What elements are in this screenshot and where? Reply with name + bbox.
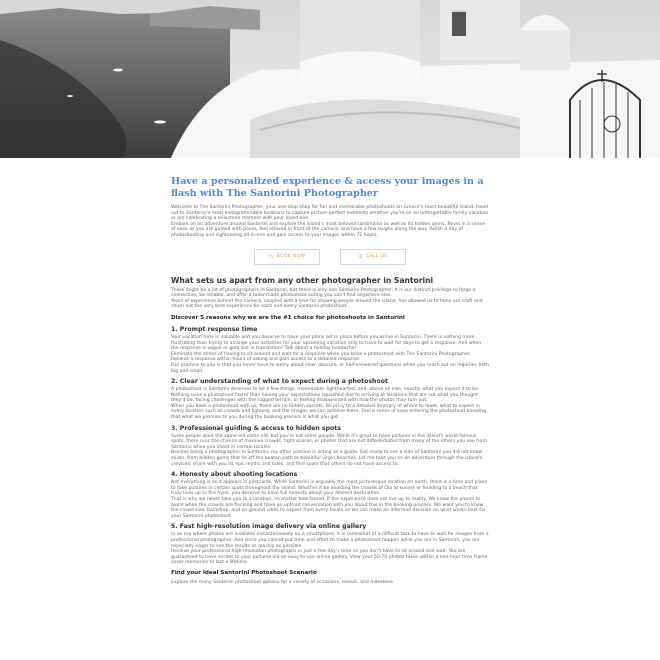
reason-1-paragraph-2: Eliminate the stress of having to sit around and wait for a response when you book a photoshoot with The Santorini Photographer. Receive a response within hours of asking and gain access to a detailed response.	[171, 351, 471, 363]
reason-4-paragraph-1: Not everything is as it appears in postcards. While Santorini is arguably the most picturesque location on earth, there is a time and place to take pictures in certain spots throughout the island. Whether it be avoiding the crowds of Oia at sunset or heading to a beach that truly lives up to the hype, you deserve to have full honesty about your desired destination.	[171, 480, 488, 497]
reason-3-paragraph-2: Besides being a photographer in Santorini, my other passion is acting as a guide. Get ready to see a side of Santorini you did not know exists, from hidden gems that lie off the beaten path to beautiful virgin beaches. Let me take you on an adventure through the island's crevices; share with you its epic myths and tales, and find spots that others do not have access to.	[171, 450, 483, 467]
reason-1-paragraph-3: Our promise to you is that you never have to worry about slow, obscure, or half-answered questions when you reach out on inquiries both big and small.	[171, 362, 489, 374]
reason-1-title: 1. Prompt response time	[171, 325, 258, 333]
cta-row	[171, 249, 489, 265]
what-sets-paragraph-2: Years of experience behind the camera, coupled with a love for showing people around the island, has allowed us to hone our craft and churn out the very best experience for each and every Santorini photoshoot.	[171, 298, 483, 310]
reason-2-paragraph-1: A photoshoot in Santorini deserves to be a few things: memorable, lighthearted, and, above all else, exactly what you expect it to be. Nothing ruins a photoshoot faster than having your expectations squashed due to arriving at locations that are not what you thought they'd be, facing challenges with the rugged terrain, or feeling disappointed with how the photos may turn out.	[171, 387, 480, 404]
what-sets-paragraph-1: There might be a lot of photographers in Santorini, but there is only one Santorini Photographer. It is our distinct privilege to forge a connection, be reliable, and offer a tailor-made photoshoot outing you can't find anywhere else.	[171, 287, 476, 299]
what-sets-title: What sets us apart from any other photographer in Santorini	[171, 275, 434, 285]
book-now-button[interactable]	[254, 249, 320, 265]
reason-3-paragraph-1: Some people want the same old same old, but you're not some people. While it's great to have pictures in the island's world-famous spots, there runs the chance of massive crowds, tight spaces, or photos that are not differentiated from many of the others you see from Santorini when you shoot in certain locales.	[171, 433, 487, 450]
call-us-label: CALL US	[366, 254, 388, 260]
intro-paragraph-1: Welcome to The Santorini Photographer, your one-stop-shop for fun and memorable photoshoots on Greece's most beautiful island. Head out to Santorini's most Instagrammable locations to capture picture-perfect moments whether you're on an unforgettable family vacation or are celebrating a milestone moment with your loved one.	[171, 205, 489, 222]
santorini-scene	[0, 0, 660, 158]
reason-5-title: 5. Fast high-resolution image delivery via online gallery	[171, 523, 367, 531]
reason-2-paragraph-2: When you book a photoshoot with us, there are no hidden secrets. Be privy to a detailed itinerary of where to meet, what to expect in every location such as crowds and lighting, and the images we can achieve there. Feel a sense of ease entering the photoshoot knowing that what we promise to you during the booking process is what you get.	[171, 403, 486, 421]
reason-4-paragraph-2: That is why we never take you to a location, no matter how famed, if the experience does not live up to reality. We know the places to avoid when the crowds are flocking and have an upfront conversation with you about this in the booking process. We want you to know the crowd size, backdrop, and on-ground vibes to expect from every locale so we can make an informed decision on what works best for your Santorini photoshoot.	[171, 497, 486, 519]
phone-icon: ✆	[358, 253, 364, 260]
reason-2-title: 2. Clear understanding of what to expect during a photoshoot	[171, 378, 388, 386]
hero-photo	[0, 0, 660, 158]
book-now-label: BOOK NOW	[276, 254, 306, 260]
reason-1-paragraph-1: Your vacation time is valuable and you deserve to have your plans set in place before you arrive in Santorini. There is nothing more frustrating than trying to arrange your activities for your upcoming vacation only to have to wait for days to get a response. And when the response is vague or gets lost in translation? Talk about a holiday headache!	[171, 334, 482, 352]
reason-5-paragraph-2: Receive your professional high-resolution photographs in just a few day's time so you don't have to sit around and wait. You are guaranteed to have access to your pictures via an easy-to-use online gallery. View your 50-70 photos taken within a one-hour time frame savor memories to last a lifetime.	[171, 549, 488, 566]
calendar-icon: ▭	[268, 253, 274, 260]
reason-4-title: 4. Honesty about shooting locations	[171, 471, 298, 479]
call-us-button[interactable]	[340, 249, 406, 265]
reason-5-paragraph-1: In an era where photos are available instantaneously on a smartphone, it is somewhat of a difficult task to have to wait for images from a professional photographer. And since you cannot put time and effort to make a photoshoot happen while you are in Santorini, you are especially eager to see the results as quickly as possible.	[171, 532, 489, 549]
main-content	[171, 158, 489, 586]
reasons-title: Discover 5 reasons why we are the #1 choice for photoshoots in Santorini	[171, 314, 405, 321]
scenario-title: Find your Ideal Santorini Photoshoot Scenario	[171, 569, 317, 576]
reason-3-title: 3. Professional guiding & access to hidden spots	[171, 424, 341, 432]
page-headline: Have a personalized experience & access your images in a flash with The Santorini Photographer	[171, 176, 484, 199]
scenario-paragraph: Explore the many Santorini photoshoot options for a variety of occasions, moods, and milestone	[171, 579, 393, 585]
intro-paragraph-2: Embark on an adventure around Santorini and explore the island's most beloved landmarks as well as its hidden gems. Revel in a sense of ease as you are guided with poses, feel relaxed in front of the camera, and have a few laughs along the way. Relish a day of photoshooting and sightseeing all-in-one and gain access to your images within 72 hours.	[171, 221, 485, 238]
